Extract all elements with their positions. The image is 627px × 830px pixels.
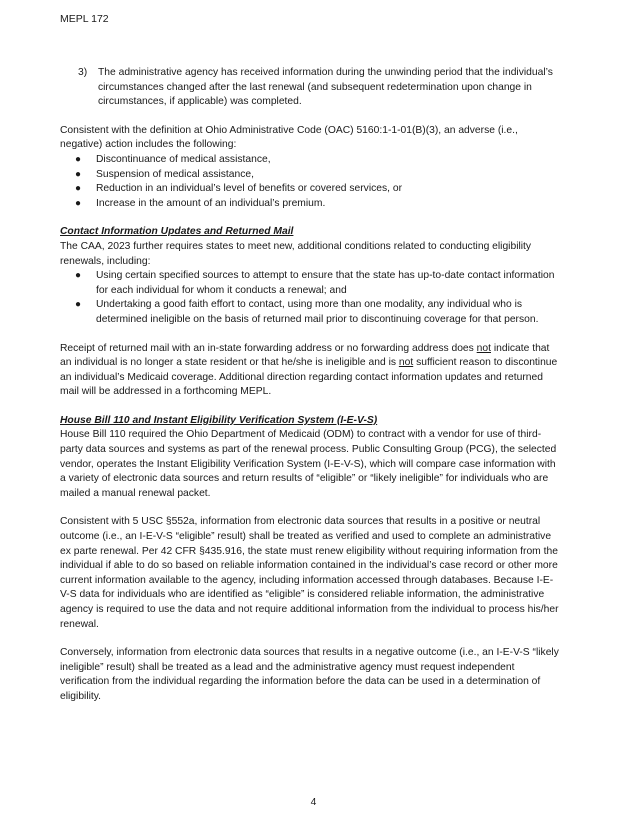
bullet-icon: ● xyxy=(74,299,82,311)
numbered-item-3 xyxy=(78,66,560,110)
hb110-paragraph-3: Conversely, information from electronic data sources that results in a negative outcome (i.e., an I-E-V-S “likely ineligible” result) shall be treated as a lead and the administrative agency must request independent verification from the individual regarding the information before the data can be used in a determination of eligibility. xyxy=(60,647,559,702)
returned-mail-paragraph: Receipt of returned mail with an in-state forwarding address or no forwarding address does not indicate that an individual is no longer a state resident or that he/she is ineligible and is not sufficient reason to discontinue an individual’s Medicaid coverage. Additional direction regarding contact information updates and returned mail will be addressed in a forthcoming MEPL. xyxy=(60,342,558,398)
list-item: ● Reduction in an individual’s level of benefits or covered services, or xyxy=(60,182,560,197)
list-item: ● Increase in the amount of an individual’s premium. xyxy=(60,197,560,212)
underlined-not: not xyxy=(476,342,491,354)
underlined-not: not xyxy=(398,357,414,369)
adverse-action-list xyxy=(60,153,560,211)
document-code: MEPL 172 xyxy=(60,13,109,25)
list-item: ● Suspension of medical assistance, xyxy=(60,168,560,183)
hb110-paragraph-2: Consistent with 5 USC §552a, information from electronic data sources that results in a positive or neutral outcome (i.e., an I-E-V-S “eligible” result) shall be treated as verified and used to complete an administrative ex parte renewal. Per 42 CFR §435.916, the state must renew eligibility without requiring information from the individual if able to do so based on reliable information contained in the individual’s case record or other more current information available to the agency, including information accessed through databases. Because I-E-V-S data for individuals who are identified as “eligible” is considered reliable information, the administrative agency is required to use the data and not require additional information from the individual to process his/her renewal. xyxy=(60,516,559,630)
list-item: ● Undertaking a good faith effort to contact, using more than one modality, any individual who is determined ineligible on the basis of returned mail prior to discontinuing coverage for that person. xyxy=(60,298,560,327)
section-heading-contact: Contact Information Updates and Returned Mail xyxy=(60,226,294,238)
adverse-action-intro: Consistent with the definition at Ohio Administrative Code (OAC) 5160:1-1-01(B)(3), an adverse (i.e., negative) action includes the following: xyxy=(60,124,518,151)
page-number: 4 xyxy=(310,797,317,808)
document-body xyxy=(60,66,560,705)
bullet-icon: ● xyxy=(74,168,82,180)
list-item: ● Using certain specified sources to attempt to ensure that the state has up-to-date contact information for each individual for whom it conducts a renewal; and xyxy=(60,269,560,298)
bullet-icon: ● xyxy=(74,153,82,165)
bullet-icon: ● xyxy=(74,197,82,209)
bullet-icon: ● xyxy=(74,183,82,195)
contact-intro: The CAA, 2023 further requires states to meet new, additional conditions related to conducting eligibility renewals, including: xyxy=(60,240,532,267)
item-number: 3) xyxy=(78,67,88,78)
item-text: The administrative agency has received information during the unwinding period that the individual’s circumstances changed after the last renewal (and subsequent redetermination upon change in circumstances, if applicable) was completed. xyxy=(98,67,553,108)
hb110-paragraph-1: House Bill 110 required the Ohio Department of Medicaid (ODM) to contract with a vendor for use of third-party data sources and systems as part of the renewal process. Public Consulting Group (PCG), the selected vendor, operates the Instant Eligibility Verification System (I-E-V-S), which will compare case information with a variety of electronic data sources and return results of “eligible” or “likely ineligible” for individuals who are mailed a manual renewal packet. xyxy=(60,429,557,499)
contact-conditions-list xyxy=(60,269,560,327)
section-heading-hb110: House Bill 110 and Instant Eligibility Verification System (I-E-V-S) xyxy=(60,414,378,426)
bullet-icon: ● xyxy=(74,270,82,282)
list-item: ● Discontinuance of medical assistance, xyxy=(60,153,560,168)
